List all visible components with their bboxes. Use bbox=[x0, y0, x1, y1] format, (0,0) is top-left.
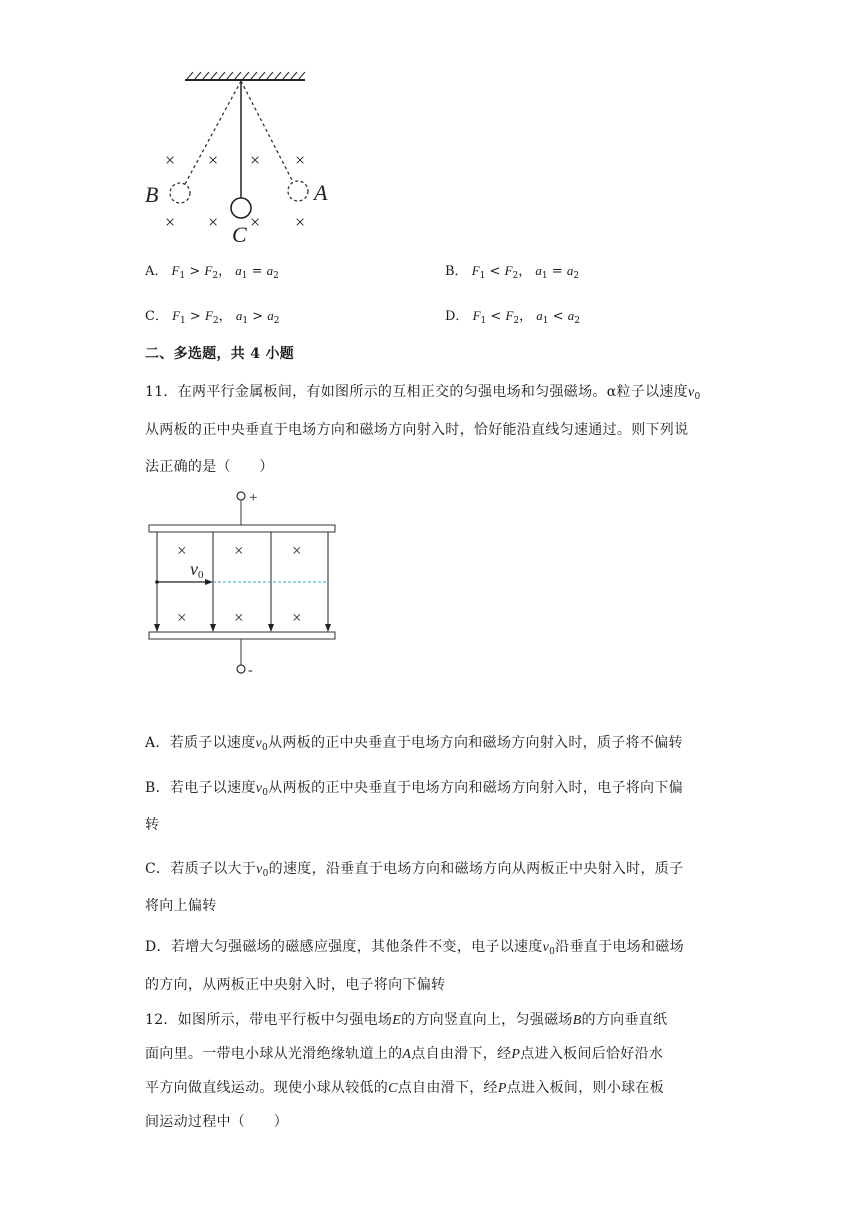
cross-mark: × bbox=[292, 608, 302, 627]
cross-mark: × bbox=[208, 212, 219, 232]
minus-sign: - bbox=[248, 663, 253, 678]
cross-mark: × bbox=[165, 150, 176, 170]
section-heading: 二、多选题，共 4 小题 bbox=[145, 346, 295, 362]
cross-mark: × bbox=[250, 150, 261, 170]
q12-stem-line-3: 平方向做直线运动。现使小球从较低的C点自由滑下，经P点进入板间，则小球在板 bbox=[145, 1080, 665, 1096]
cross-mark: × bbox=[165, 212, 176, 232]
field-crosses bbox=[177, 541, 302, 627]
cross-mark: × bbox=[234, 608, 244, 627]
velocity-label: v0 bbox=[190, 559, 204, 581]
q12-stem-line-1: 12．如图所示，带电平行板中匀强电场E的方向竖直向上，匀强磁场B的方向垂直纸 bbox=[145, 1012, 668, 1028]
plus-sign: + bbox=[249, 490, 258, 506]
q11-option-d[interactable]: D．若增大匀强磁场的磁感应强度，其他条件不变，电子以速度$v_0$沿垂直于电场和磁场 bbox=[145, 939, 684, 957]
q11-option-c-continued: 将向上偏转 bbox=[145, 898, 217, 914]
label-b: B bbox=[145, 182, 159, 207]
q11-option-b[interactable]: B．若电子以速度$v_0$从两板的正中央垂直于电场方向和磁场方向射入时，电子将向下偏 bbox=[145, 780, 683, 798]
q11-option-b-continued: 转 bbox=[145, 817, 160, 833]
cross-mark: × bbox=[250, 212, 261, 232]
cross-mark: × bbox=[208, 150, 219, 170]
cross-mark: × bbox=[177, 541, 187, 560]
ceiling-support bbox=[185, 72, 305, 80]
q10-option-b[interactable]: B． $F_1 < F_2$， $a_1 = a_2$ bbox=[445, 263, 580, 281]
q12-stem-line-2: 面向里。一带电小球从光滑绝缘轨道上的A点自由滑下，经P点进入板间后恰好沿水 bbox=[145, 1046, 664, 1062]
negative-terminal bbox=[237, 665, 245, 673]
parallel-plates-figure bbox=[140, 485, 350, 680]
cross-mark: × bbox=[295, 212, 306, 232]
q12-stem-line-4: 间运动过程中（ ） bbox=[145, 1114, 288, 1130]
cross-mark: × bbox=[177, 608, 187, 627]
ball-b bbox=[170, 183, 190, 203]
bottom-plate bbox=[149, 632, 335, 639]
top-plate bbox=[149, 525, 335, 532]
q11-stem-line-3: 法正确的是（ ） bbox=[145, 459, 274, 475]
label-a: A bbox=[314, 180, 328, 205]
q11-stem-line-2: 从两板的正中央垂直于电场方向和磁场方向射入时，恰好能沿直线匀速通过。则下列说 bbox=[145, 422, 689, 438]
pendulum-figure bbox=[140, 68, 340, 248]
cross-mark: × bbox=[292, 541, 302, 560]
label-c: C bbox=[232, 222, 247, 247]
q10-option-c[interactable]: C． $F_1 > F_2$， $a_1 > a_2$ bbox=[145, 308, 280, 326]
q11-stem-line-1: 11．在两平行金属板间，有如图所示的互相正交的匀强电场和匀强磁场。α粒子以速度$v_0$ bbox=[145, 384, 701, 402]
cross-mark: × bbox=[295, 150, 306, 170]
ball-c bbox=[231, 198, 251, 218]
cross-mark: × bbox=[234, 541, 244, 560]
q11-option-d-continued: 的方向，从两板正中央射入时，电子将向下偏转 bbox=[145, 977, 446, 993]
field-crosses bbox=[165, 150, 305, 232]
q11-option-c[interactable]: C．若质子以大于$v_0$的速度，沿垂直于电场方向和磁场方向从两板正中央射入时，质子 bbox=[145, 861, 684, 879]
q10-option-d[interactable]: D． $F_1 < F_2$， $a_1 < a_2$ bbox=[445, 308, 580, 326]
q11-option-a[interactable]: A．若质子以速度$v_0$从两板的正中央垂直于电场方向和磁场方向射入时，质子将不偏转 bbox=[145, 735, 683, 753]
string-dashed-right bbox=[241, 81, 293, 182]
positive-terminal bbox=[237, 492, 245, 500]
ball-a bbox=[288, 181, 308, 201]
q10-option-a[interactable]: A． $F_1 > F_2$， $a_1 = a_2$ bbox=[145, 263, 279, 281]
